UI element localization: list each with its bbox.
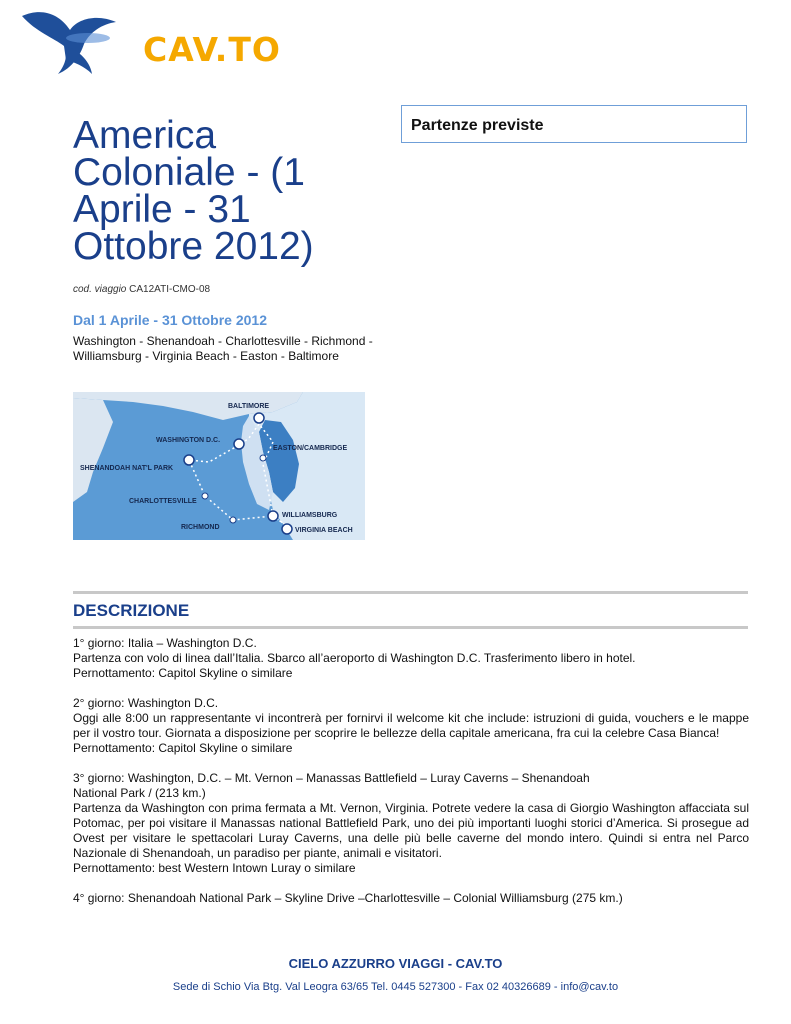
trip-code	[73, 284, 210, 295]
trip-period: Dal 1 Aprile - 31 Ottobre 2012	[73, 312, 267, 328]
day-line: 1° giorno: Italia – Washington D.C.	[73, 636, 257, 650]
day-line: 3° giorno: Washington, D.C. – Mt. Vernon – Manassas Battlefield – Luray Caverns – Shenandoah	[73, 771, 590, 785]
day-line: Partenza da Washington con prima fermata a Mt. Vernon, Virginia. Potrete vedere la casa di Giorgio Washington affacciata sul Potomac, per poi visitare il Manassas national Battlefield Park, uno dei più importanti luoghi storici d’America. Si prosegue ad Ovest per visitare le spettacolari Luray Caverns, una delle più belle caverne del mondo intero. Quindi si entra nel Parco Nazionale di Shenandoah, un paradiso per piante, animali e visitatori.	[73, 801, 749, 860]
label-washington: WASHINGTON D.C.	[156, 437, 221, 444]
label-easton: EASTON/CAMBRIDGE	[273, 445, 348, 452]
section-divider-top	[73, 591, 748, 594]
marker-richmond	[230, 517, 236, 523]
marker-baltimore	[254, 413, 264, 423]
label-baltimore: BALTIMORE	[228, 403, 270, 410]
footer-address: Sede di Schio Via Btg. Val Leogra 63/65 Tel. 0445 527300 - Fax 02 40326689 - info@cav.to	[172, 981, 619, 993]
label-richmond: RICHMOND	[181, 524, 220, 531]
partenze-box	[401, 105, 747, 143]
day-line: National Park / (213 km.)	[73, 786, 206, 800]
day-line: Partenza con volo di linea dall’Italia. Sbarco all’aeroporto di Washington D.C. Trasferimento libero in hotel.	[73, 651, 636, 665]
label-virginia-beach: VIRGINIA BEACH	[295, 527, 353, 534]
trip-route: Washington - Shenandoah - Charlottesville - Richmond - Williamsburg - Virginia Beach - Easton - Baltimore	[73, 334, 373, 363]
section-heading: DESCRIZIONE	[73, 601, 190, 620]
day-line: 4° giorno: Shenandoah National Park – Skyline Drive –Charlottesville – Colonial Williamsburg (275 km.)	[73, 891, 623, 905]
day-line: 2° giorno: Washington D.C.	[73, 696, 219, 710]
marker-williamsburg	[268, 511, 278, 521]
label-shenandoah: SHENANDOAH NAT'L PARK	[80, 465, 174, 472]
day-4	[73, 891, 749, 906]
day-3	[73, 771, 749, 876]
marker-easton	[260, 455, 266, 461]
marker-washington	[234, 439, 244, 449]
day-line: Pernottamento: best Western Intown Luray o similare	[73, 861, 356, 875]
bird-logo-icon	[20, 8, 125, 80]
footer-company: CIELO AZZURRO VIAGGI - CAV.TO	[288, 956, 503, 971]
label-charlottesville: CHARLOTTESVILLE	[129, 498, 197, 505]
route-map	[73, 392, 365, 540]
section-divider-bottom	[73, 626, 748, 629]
label-williamsburg: WILLIAMSBURG	[282, 512, 338, 519]
page-title: America Coloniale - (1 Aprile - 31 Ottobre 2012)	[73, 114, 314, 268]
day-line: Oggi alle 8:00 un rappresentante vi incontrerà per fornirvi il welcome kit che include: istruzioni di guida, vouchers e le mappe per il vostro tour. Giornata a disposizione per scoprire le bellezze della capitale americana, fra cui la celebre Casa Bianca!	[73, 711, 749, 740]
marker-virginia-beach	[282, 524, 292, 534]
marker-charlottesville	[202, 493, 208, 499]
day-1	[73, 636, 749, 681]
day-line: Pernottamento: Capitol Skyline o similare	[73, 666, 293, 680]
company-logo	[20, 8, 281, 80]
day-line: Pernottamento: Capitol Skyline o similare	[73, 741, 293, 755]
description-body	[73, 636, 749, 921]
partenze-label: Partenze previste	[411, 117, 544, 134]
day-2	[73, 696, 749, 756]
trip-code-label: cod. viaggio	[73, 284, 127, 295]
logo-text: CAV.TO	[143, 30, 281, 69]
marker-shenandoah	[184, 455, 194, 465]
trip-code-value: CA12ATI-CMO-08	[129, 284, 211, 295]
